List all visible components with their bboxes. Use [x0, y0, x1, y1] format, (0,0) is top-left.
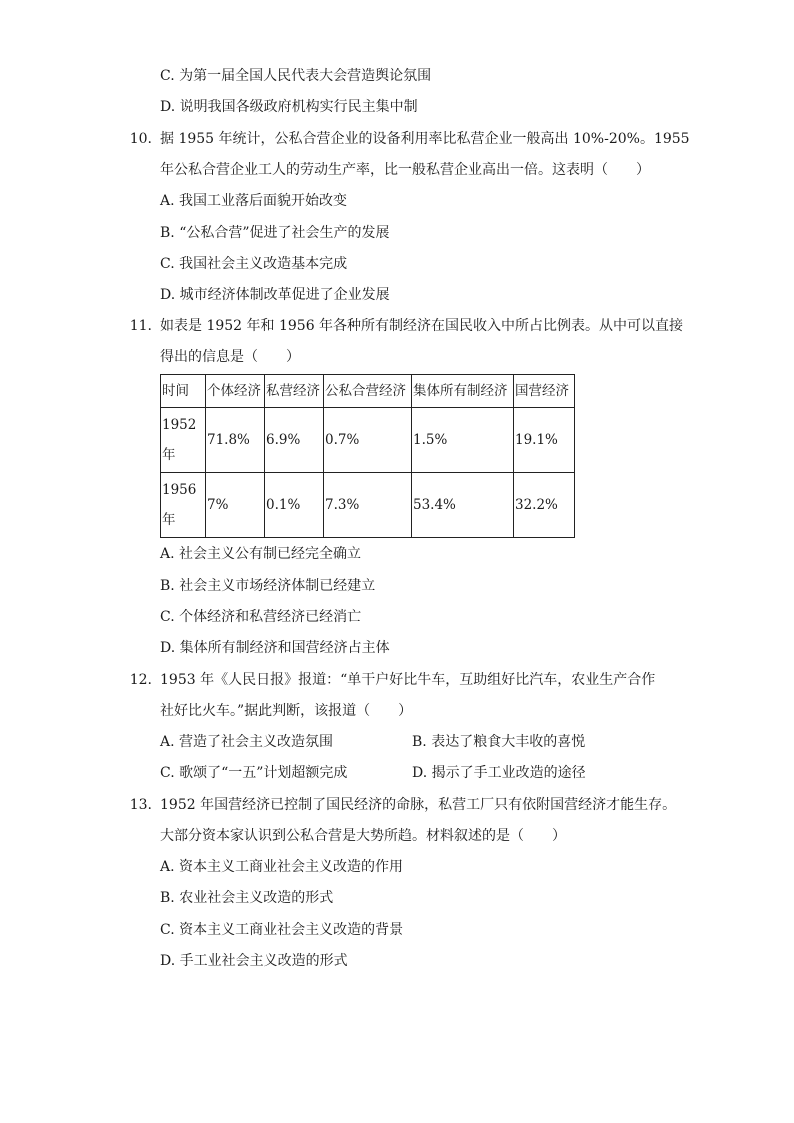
- q12-option-d: D. 揭示了手工业改造的途径: [412, 765, 586, 781]
- table-cell: 0.7%: [324, 408, 412, 473]
- q12-number: 12.: [129, 672, 152, 688]
- q10-stem-line1: 据 1955 年统计，公私合营企业的设备利用率比私营企业一般高出 10%-20%。1955: [160, 131, 690, 147]
- q10-option-d: D. 城市经济体制改革促进了企业发展: [160, 287, 390, 303]
- q13-option-a: A. 资本主义工商业社会主义改造的作用: [160, 859, 404, 875]
- q12-option-a: A. 营造了社会主义改造氛围: [160, 734, 334, 750]
- q13-stem-line1: 1952 年国营经济已控制了国民经济的命脉，私营工厂只有依附国营经济才能生存。: [160, 797, 677, 813]
- q11-option-d: D. 集体所有制经济和国营经济占主体: [160, 640, 390, 656]
- table-cell: 32.2%: [514, 473, 575, 538]
- table-cell: 7%: [206, 473, 265, 538]
- table-header-row: [161, 375, 575, 408]
- year-unit: 年: [162, 512, 176, 528]
- table-header-cell: 私营经济: [265, 375, 324, 408]
- q11-option-c: C. 个体经济和私营经济已经消亡: [160, 609, 362, 625]
- table-cell: 53.4%: [412, 473, 514, 538]
- q10-number: 10.: [129, 131, 152, 147]
- table-year-cell: [161, 408, 206, 473]
- q12-stem-line2: 社好比火车。”据此判断，该报道（ ）: [160, 703, 413, 719]
- income-share-table: [160, 374, 575, 538]
- table-header-cell: 集体所有制经济: [412, 375, 514, 408]
- table-header-cell: 公私合营经济: [324, 375, 412, 408]
- q13-option-c: C. 资本主义工商业社会主义改造的背景: [160, 922, 404, 938]
- q10-option-b: B. “公私合营”促进了社会生产的发展: [160, 225, 390, 241]
- table-cell: 1.5%: [412, 408, 514, 473]
- q11-stem-line1: 如表是 1952 年和 1956 年各种所有制经济在国民收入中所占比例表。从中可以直接: [160, 318, 684, 334]
- table-cell: 19.1%: [514, 408, 575, 473]
- table-cell: 7.3%: [324, 473, 412, 538]
- q10-stem-line2: 年公私合营企业工人的劳动生产率，比一般私营企业高出一倍。这表明（ ）: [160, 162, 650, 178]
- year-value: 1956: [162, 482, 197, 498]
- q10-option-a: A. 我国工业落后面貌开始改变: [160, 193, 348, 209]
- table-header-cell: 时间: [161, 375, 206, 408]
- q11-number: 11.: [129, 318, 152, 334]
- q13-number: 13.: [129, 797, 152, 813]
- q12-option-b: B. 表达了粮食大丰收的喜悦: [412, 734, 586, 750]
- q13-stem-line2: 大部分资本家认识到公私合营是大势所趋。材料叙述的是（ ）: [160, 828, 566, 844]
- q13-option-d: D. 手工业社会主义改造的形式: [160, 953, 348, 969]
- q10-option-c: C. 我国社会主义改造基本完成: [160, 256, 348, 272]
- q13-option-b: B. 农业社会主义改造的形式: [160, 890, 334, 906]
- table-cell: 6.9%: [265, 408, 324, 473]
- q12-option-c: C. 歌颂了“一五”计划超额完成: [160, 765, 348, 781]
- q11-stem-line2: 得出的信息是（ ）: [160, 349, 300, 365]
- q9-option-d: D. 说明我国各级政府机构实行民主集中制: [160, 99, 418, 115]
- table-header-cell: 国营经济: [514, 375, 575, 408]
- q9-option-c: C. 为第一届全国人民代表大会营造舆论氛围: [160, 68, 432, 84]
- table-row: [161, 408, 575, 473]
- table-row: [161, 473, 575, 538]
- table-cell: 71.8%: [206, 408, 265, 473]
- q12-stem-line1: 1953 年《人民日报》报道：“单干户好比牛车，互助组好比汽车，农业生产合作: [160, 672, 656, 688]
- year-value: 1952: [162, 417, 197, 433]
- year-unit: 年: [162, 447, 176, 463]
- table-header-cell: 个体经济: [206, 375, 265, 408]
- table-year-cell: [161, 473, 206, 538]
- table-cell: 0.1%: [265, 473, 324, 538]
- q11-option-b: B. 社会主义市场经济体制已经建立: [160, 578, 376, 594]
- q11-option-a: A. 社会主义公有制已经完全确立: [160, 546, 362, 562]
